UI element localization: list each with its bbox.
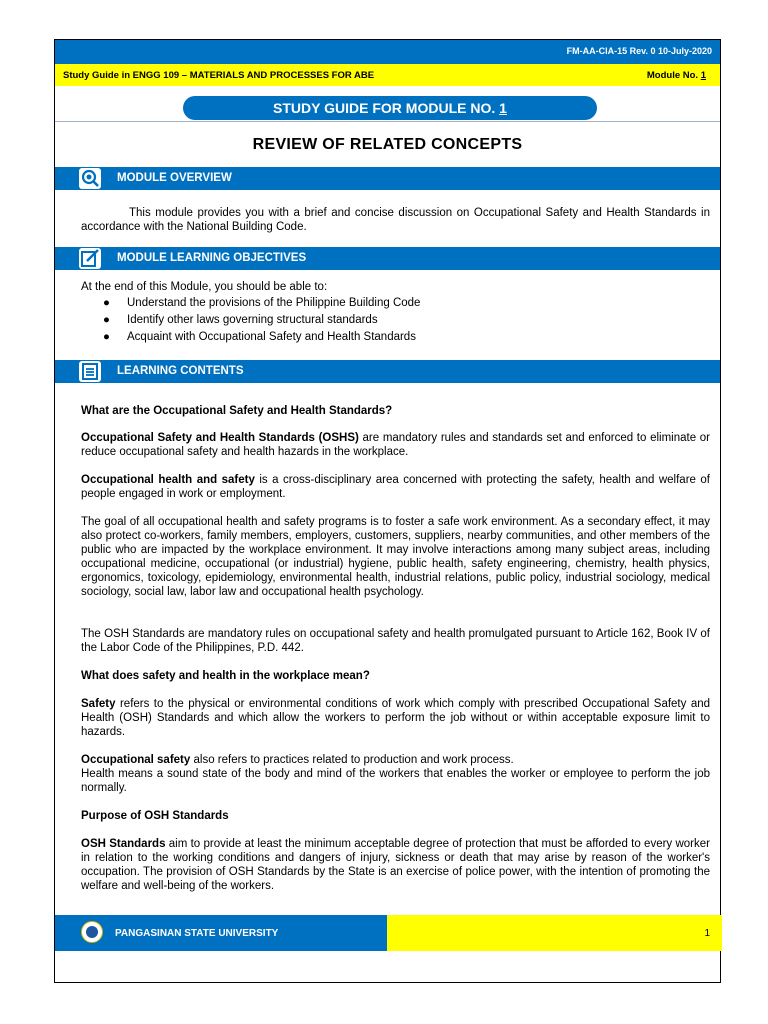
overview-text: This module provides you with a brief and concise discussion on Occupational Safety and Health Standards in accordance with the National Building Code. — [81, 207, 710, 233]
banner-text: STUDY GUIDE FOR MODULE NO. — [273, 100, 500, 116]
module-number-label — [647, 70, 706, 81]
paragraph: Safety refers to the physical or environmental conditions of work which comply with prescribed Occupational Safety and Health (OSH) Standards and which allow the workers to perform the job without or within acceptable exposure limit to hazards. — [81, 698, 710, 738]
module-number: 1 — [700, 70, 706, 81]
bullet-icon: ● — [103, 331, 110, 343]
page-number: 1 — [704, 928, 710, 939]
learning-objectives-label: MODULE LEARNING OBJECTIVES — [117, 252, 307, 264]
term: OSH Standards — [81, 838, 166, 850]
paragraph: The OSH Standards are mandatory rules on occupational safety and health promulgated pursuant to Article 162, Book IV of the Labor Code of the Philippines, P.D. 442. — [81, 628, 710, 654]
section-heading: Purpose of OSH Standards — [81, 810, 229, 822]
document-list-icon — [79, 361, 101, 382]
university-name: PANGASINAN STATE UNIVERSITY — [115, 928, 279, 939]
paragraph: The goal of all occupational health and safety programs is to foster a safe work environment. As a secondary effect, it may also protect co-workers, family members, employers, customers, suppliers, nearby communities, and other members of the public who are impacted by the workplace environment. It may involve interactions among many subject areas, including occupational medicine, occupational (or industrial) hygiene, public health, safety engineering, chemistry, health physics, ergonomics, toxicology, epidemiology, environmental health, industrial relations, public policy, industrial sociology, medical sociology, social law, labor law and occupational health psychology. — [81, 516, 710, 598]
question-heading: What does safety and health in the workplace mean? — [81, 670, 370, 682]
bullet-icon: ● — [103, 314, 110, 326]
objectives-intro: At the end of this Module, you should be able to: — [81, 281, 328, 293]
learning-contents-label: LEARNING CONTENTS — [117, 365, 244, 377]
bullet-icon: ● — [103, 297, 110, 309]
module-overview-label: MODULE OVERVIEW — [117, 172, 232, 184]
document-page: FM-AA-CIA-15 Rev. 0 10-July-2020 Study Guide in ENGG 109 – MATERIALS AND PROCESSES FOR ABE Module No. 1 STUDY GUIDE FOR MODULE NO. 1 REVIEW OF RELATED CONCEPTS MODULE OVERVIEW This module provides you with a brief and concise discussion on Occupational Safety and Health Standards in accordance with the National Building Code. MODULE LEARNING OBJECTIVES At the end of this Module, you should be able to: ● Understand the provisions of the Philippine Building Code ● Identify other laws governing structural standards ● Acquaint with Occupational Safety and Health Standards LEARNING CONTENTS What are the Occupational Safety and Health Standards? Occupational Safety and Health Standards (OSHS) are mandatory rules and standards set and enforced to eliminate or reduce occupational safety and health hazards in the workplace. Occupational health and safety is a cross-disciplinary area concerned with protecting the safety, health and welfare of people engaged in work or employment. The goal of all occupational health and safety programs is to foster a safe work environment. As a secondary effect, it may also protect co-workers, family members, employers, customers, suppliers, nearby communities, and other members of the public who are impacted by the workplace environment. It may involve interactions among many subject areas, including occupational medicine, occupational (or industrial) hygiene, public health, safety engineering, chemistry, health physics, ergonomics, toxicology, epidemiology, environmental health, industrial relations, public policy, industrial sociology, medical sociology, social law, labor law and occupational health psychology. The OSH Standards are mandatory rules on occupational safety and health promulgated pursuant to Article 162, Book IV of the Labor Code of the Philippines, P.D. 442. What does safety and health in the workplace mean? Safety refers to the physical or environmental conditions of work which comply with prescribed Occupational Safety and Health (OSH) Standards and which allow the workers to perform the job without or within acceptable exposure limit to hazards. Occupational safety also refers to practices related to production and work process. Health means a sound state of the body and mind of the workers that enables the worker or employee to perform the job normally. Purpose of OSH Standards OSH Standards aim to provide at least the minimum acceptable degree of protection that must be afforded to every worker in relation to the working conditions and dangers of injury, sickness or death that may arise by reason of the worker's occupation. The provision of OSH Standards by the State is an exercise of police power, with the intention of promoting the welfare and well-being of the workers. PANGASINAN STATE UNIVERSITY 1 — [54, 39, 721, 983]
university-seal-icon — [81, 921, 103, 943]
form-code: FM-AA-CIA-15 Rev. 0 10-July-2020 — [566, 46, 712, 56]
term: Occupational health and safety — [81, 474, 255, 486]
study-guide-prefix: Study Guide in — [63, 70, 133, 81]
learning-objectives-bar — [55, 247, 720, 270]
banner-divider — [55, 121, 720, 122]
course-bar — [55, 64, 720, 86]
magnifier-icon — [79, 168, 101, 189]
study-guide-banner — [183, 96, 597, 120]
question-heading: What are the Occupational Safety and Health Standards? — [81, 405, 393, 417]
learning-contents-bar — [55, 360, 720, 383]
term: Occupational Safety and Health Standards (OSHS) — [81, 432, 359, 444]
course-info — [63, 70, 374, 81]
course-title: ENGG 109 – MATERIALS AND PROCESSES FOR ABE — [132, 70, 375, 81]
banner-number: 1 — [499, 100, 507, 116]
footer-page-bar — [387, 915, 722, 951]
page-title: REVIEW OF RELATED CONCEPTS — [252, 136, 523, 153]
footer-university-bar — [55, 915, 387, 951]
paragraph: Occupational Safety and Health Standards (OSHS) are mandatory rules and standards set and enforced to eliminate or reduce occupational safety and health hazards in the workplace. — [81, 432, 710, 458]
paragraph: OSH Standards aim to provide at least the minimum acceptable degree of protection that must be afforded to every worker in relation to the working conditions and dangers of injury, sickness or death that may arise by reason of the worker's occupation. The provision of OSH Standards by the State is an exercise of police power, with the intention of promoting the welfare and well-being of the workers. — [81, 838, 710, 892]
module-label: Module No. — [646, 70, 701, 81]
paragraph: Occupational safety also refers to practices related to production and work process. Health means a sound state of the body and mind of the workers that enables the worker or employee to perform the job normally. — [81, 754, 710, 794]
paragraph: Occupational health and safety is a cross-disciplinary area concerned with protecting the safety, health and welfare of people engaged in work or employment. — [81, 474, 711, 500]
term: Occupational safety — [81, 754, 191, 766]
header-top-bar — [55, 40, 720, 64]
term: Safety — [81, 698, 116, 710]
module-overview-bar — [55, 167, 720, 190]
pencil-note-icon — [79, 248, 101, 269]
